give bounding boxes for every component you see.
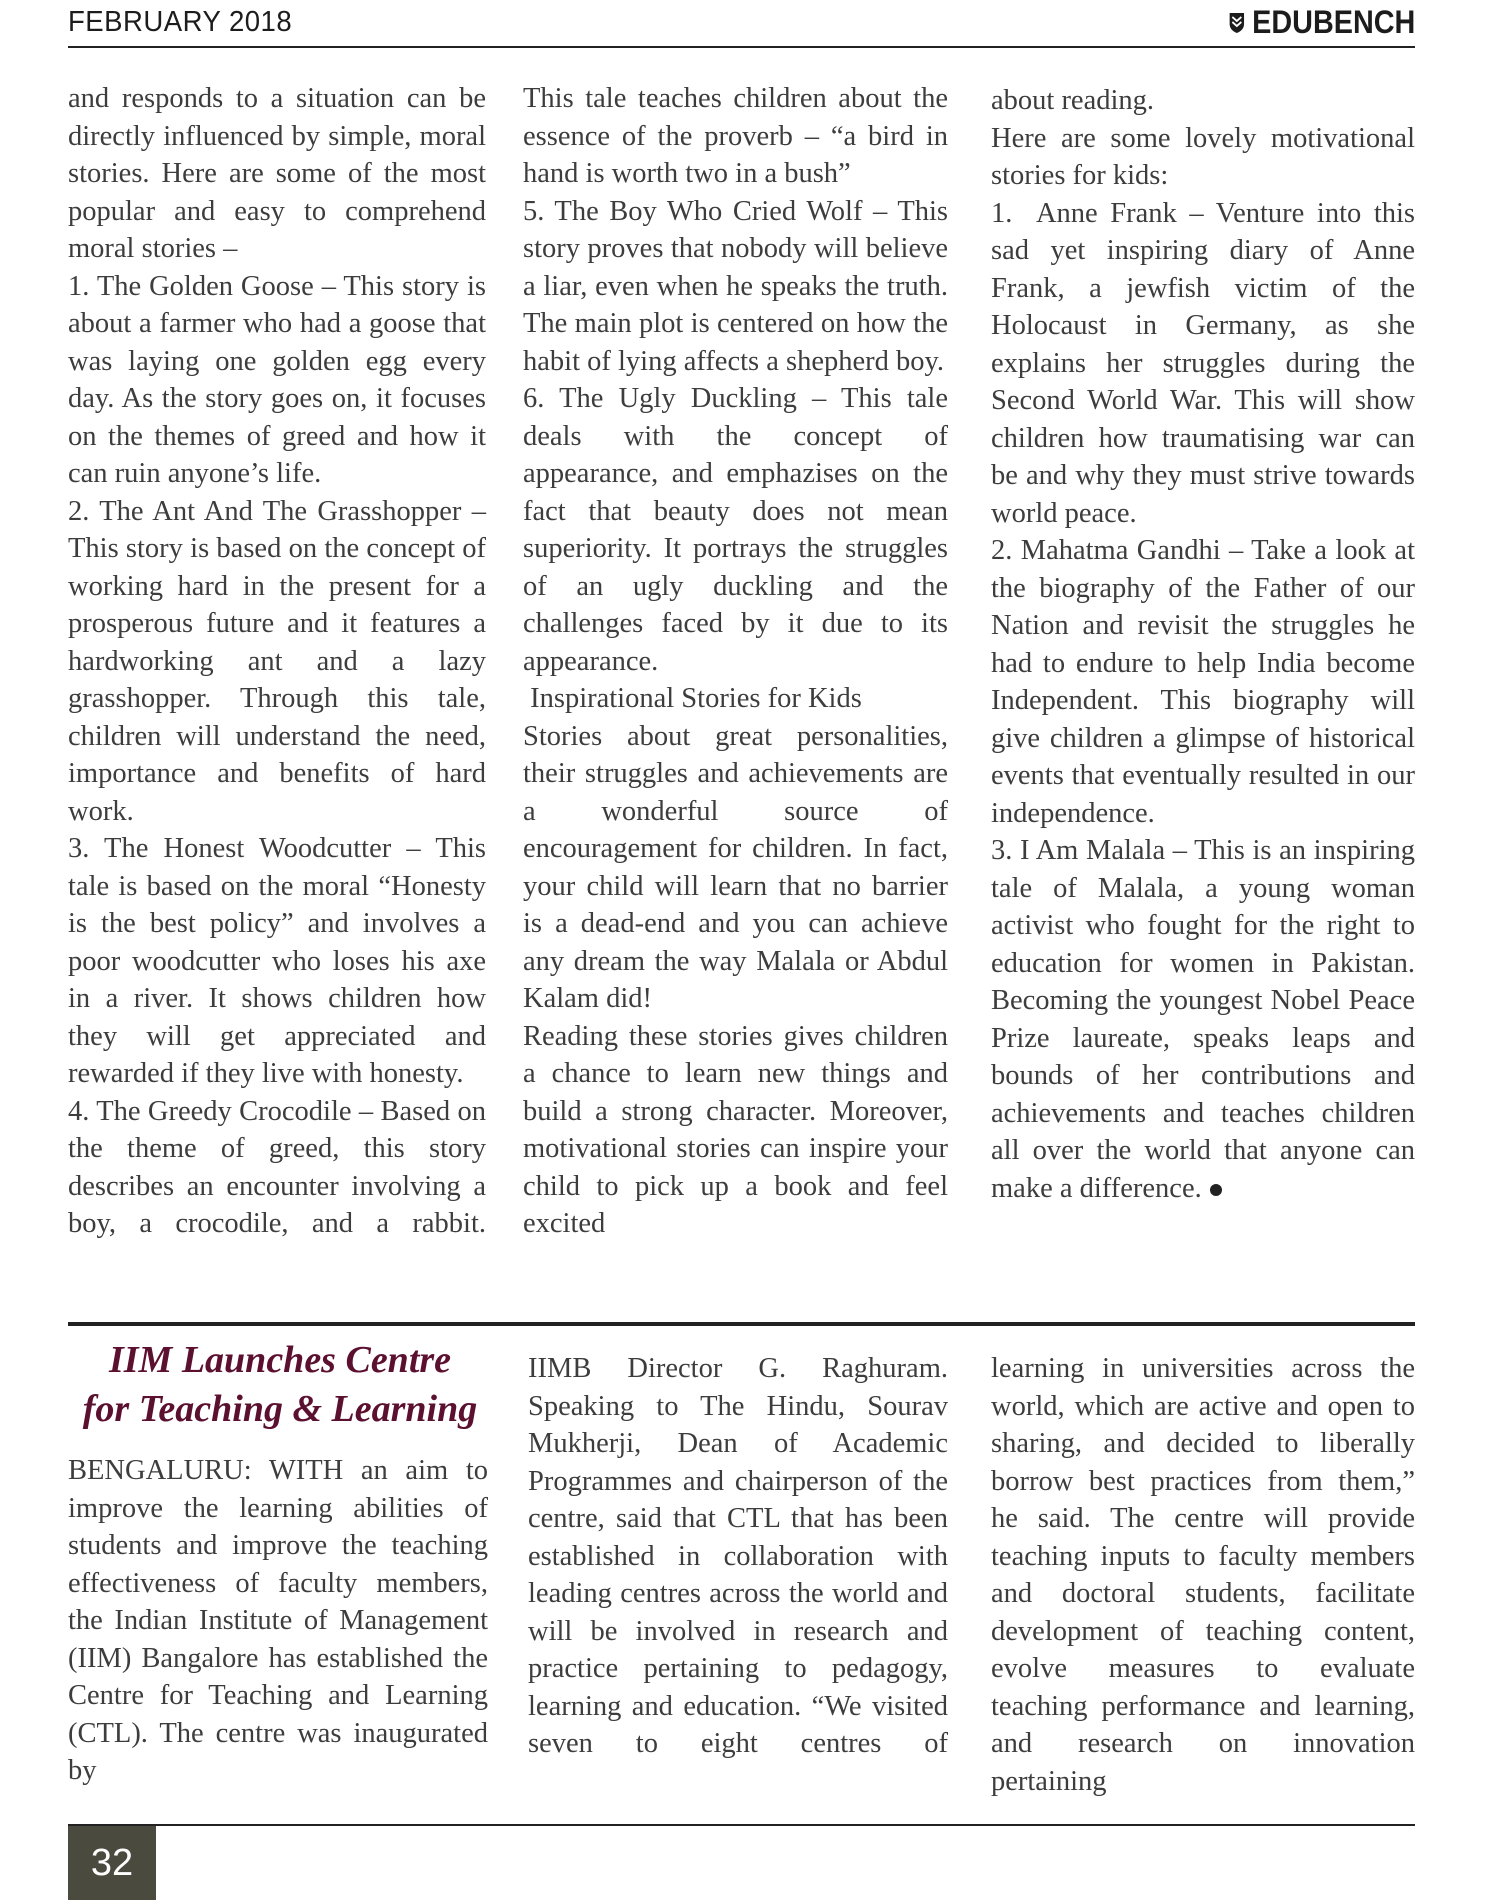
paragraph: This tale teaches children about the essence of the proverb – “a bird in hand is worth two in a bush”: [523, 83, 948, 189]
paragraph: 3. The Honest Woodcutter – This tale is based on the moral “Honesty is the best policy” and involves a poor woodcutter who loses his axe in a river. It shows children how they will get appreciated and rewarded if they live with honesty.: [68, 833, 486, 1089]
issue-date: FEBRUARY 2018: [68, 6, 293, 38]
header-rule: [68, 46, 1415, 48]
article-column-3: [991, 82, 1423, 1207]
paragraph-end: [991, 832, 1415, 1207]
page-number: 32: [68, 1826, 156, 1900]
news-column-3: [991, 1350, 1415, 1800]
paragraph: 2. Mahatma Gandhi – Take a look at the biography of the Father of our Nation and revisit the struggles he had to endure to help India become Independent. This biography will give children a glimpse of historical events that eventually resulted in our independence.: [991, 535, 1415, 829]
paragraph: 6. The Ugly Duckling – This tale deals with the concept of appearance, and emphazises on the fact that beauty does not mean superiority. It portrays the struggles of an ugly duckling and the challenges faced by it due to its appearance.: [523, 383, 948, 677]
news-column-2: [528, 1350, 948, 1763]
headline-line: IIM Launches Centre: [108, 1339, 452, 1381]
footer-rule: [68, 1824, 1415, 1826]
page-header: [68, 2, 1415, 48]
paragraph: Here are some lovely motivational stories for kids:: [991, 122, 1415, 191]
article-headline: [60, 1336, 500, 1434]
paragraph: 4. The Greedy Crocodile – Based on the theme of greed, this story describes an encounter involving a boy, a crocodile, and a rabbit.: [68, 1095, 486, 1239]
news-column-1: [68, 1452, 488, 1790]
paragraph: IIMB Director G. Raghuram. Speaking to The Hindu, Sourav Mukherji, Dean of Academic Programmes and chairperson of the centre, said that CTL that has been established in collaboration with leading centres across the world and will be involved in research and practice pertaining to pedagogy, learning and education. “We visited seven to eight centres of: [528, 1353, 948, 1759]
paragraph: about reading.: [991, 85, 1155, 116]
paragraph: 2. The Ant And The Grasshopper – This story is based on the concept of working hard in the present for a prosperous future and it features a hardworking ant and a lazy grasshopper. Through this tale, children will understand the need, importance and benefits of hard work.: [68, 495, 486, 827]
subheading: Inspirational Stories for Kids: [523, 683, 862, 714]
brand-logo: [1228, 4, 1415, 41]
paragraph: Reading these stories gives children a chance to learn new things and build a strong character. Moreover, motivational stories can inspire your child to pick up a book and feel excited: [523, 1020, 948, 1239]
paragraph: and responds to a situation can be directly influenced by simple, moral stories. Here are some of the most popular and easy to comprehend moral stories –: [68, 83, 486, 264]
article-column-1: [68, 80, 486, 1243]
paragraph: BENGALURU: WITH an aim to improve the learning abilities of students and improve the teaching effectiveness of faculty members, the Indian Institute of Management (IIM) Bangalore has established the Centre for Teaching and Learning (CTL). The centre was inaugurated by: [68, 1455, 488, 1786]
section-divider: [68, 1322, 1415, 1326]
paragraph: 1. Anne Frank – Venture into this sad yet inspiring diary of Anne Frank, a jewfish victim of the Holocaust in Germany, as she explains her struggles during the Second World War. This will show children how traumatising war can be and why they must strive towards world peace.: [991, 197, 1423, 529]
article-column-2: [523, 80, 948, 1243]
headline-line: for Teaching & Learning: [82, 1388, 478, 1430]
shield-chevron-icon: [1228, 12, 1244, 34]
paragraph: Stories about great personalities, their struggles and achievements are a wonderful source of encouragement for children. In fact, your child will learn that no barrier is a dead-end and you can achieve any dream the way Malala or Abdul Kalam did!: [523, 720, 948, 1014]
paragraph: learning in universities across the world, which are active and open to sharing, and decided to liberally borrow best practices from them,” he said. The centre will provide teaching inputs to faculty members and doctoral students, facilitate development of teaching content, evolve measures to evaluate teaching performance and learning, and research on innovation pertaining: [991, 1353, 1415, 1797]
paragraph: 3. I Am Malala – This is an inspiring tale of Malala, a young woman activist who fought for the right to education for women in Pakistan. Becoming the youngest Nobel Peace Prize laureate, speaks leaps and bounds of her contributions and achievements and teaches children all over the world that anyone can make a difference.: [991, 835, 1415, 1204]
paragraph: 1. The Golden Goose – This story is about a farmer who had a goose that was laying one golden egg every day. As the story goes on, it focuses on the themes of greed and how it can ruin anyone’s life.: [68, 270, 486, 489]
brand-name: EDUBENCH: [1251, 4, 1415, 40]
paragraph: 5. The Boy Who Cried Wolf – This story proves that nobody will believe a liar, even when he speaks the truth. The main plot is centered on how the habit of lying affects a shepherd boy.: [523, 195, 948, 377]
end-mark-icon: [1210, 1184, 1222, 1196]
